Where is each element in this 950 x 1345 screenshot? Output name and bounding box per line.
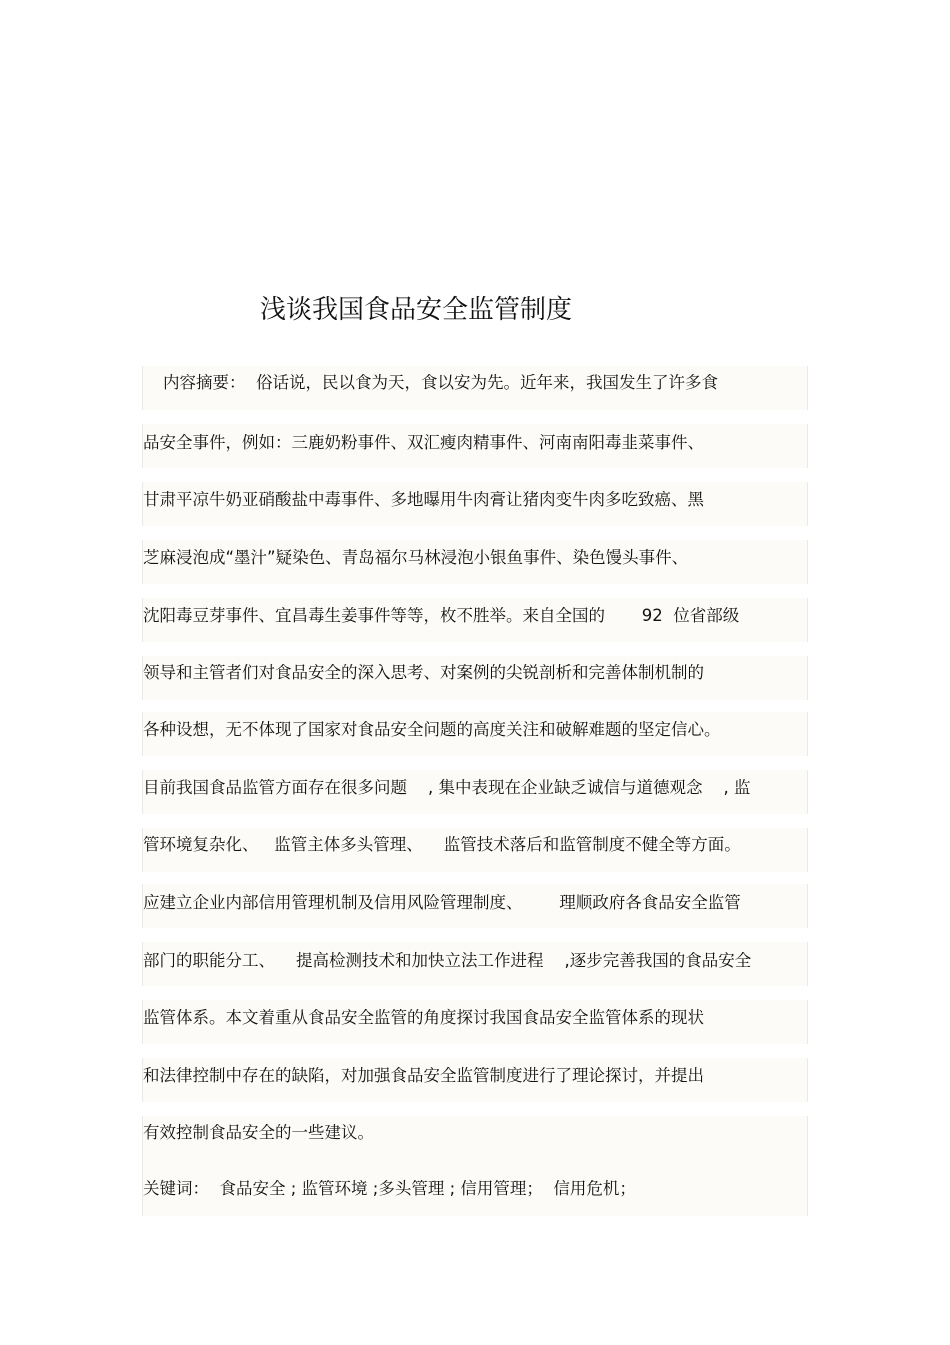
keywords-line: 关键词： 食品安全 ; 监管环境 ;多头管理 ; 信用管理； 信用危机；: [143, 1179, 636, 1198]
abstract-line: 管环境复杂化、 监管主体多头管理、 监管技术落后和监管制度不健全等方面。: [143, 835, 741, 854]
abstract-line: 有效控制食品安全的一些建议。: [143, 1123, 374, 1142]
abstract-line: 监管体系。本文着重从食品安全监管的角度探讨我国食品安全监管体系的现状: [143, 1008, 704, 1027]
abstract-line: 各种设想，无不体现了国家对食品安全问题的高度关注和破解难题的坚定信心。: [143, 720, 721, 739]
abstract-line: 领导和主管者们对食品安全的深入思考、对案例的尖锐剖析和完善体制机制的: [143, 663, 704, 682]
document-title: 浅谈我国食品安全监管制度: [260, 295, 573, 325]
abstract-line: 目前我国食品监管方面存在很多问题 , 集中表现在企业缺乏诚信与道德观念 , 监: [143, 778, 751, 797]
abstract-line: 和法律控制中存在的缺陷，对加强食品安全监管制度进行了理论探讨，并提出: [143, 1066, 704, 1085]
abstract-line: 部门的职能分工、 提高检测技术和加快立法工作进程 ,逐步完善我国的食品安全: [143, 951, 752, 970]
abstract-line: 品安全事件，例如：三鹿奶粉事件、双汇瘦肉精事件、河南南阳毒韭菜事件、: [143, 433, 704, 452]
abstract-line: 芝麻浸泡成“墨汁”疑染色、青岛福尔马林浸泡小银鱼事件、染色馒头事件、: [143, 548, 689, 567]
abstract-line: 应建立企业内部信用管理机制及信用风险管理制度、 理顺政府各食品安全监管: [143, 893, 741, 912]
abstract-line: 沈阳毒豆芽事件、宜昌毒生姜事件等等，枚不胜举。来自全国的 92 位省部级: [143, 606, 740, 625]
abstract-line: 内容摘要： 俗话说，民以食为天，食以安为先。近年来，我国发生了许多食: [163, 373, 718, 392]
abstract-line: 甘肃平凉牛奶亚硝酸盐中毒事件、多地曝用牛肉膏让猪肉变牛肉多吃致癌、黑: [143, 490, 704, 509]
